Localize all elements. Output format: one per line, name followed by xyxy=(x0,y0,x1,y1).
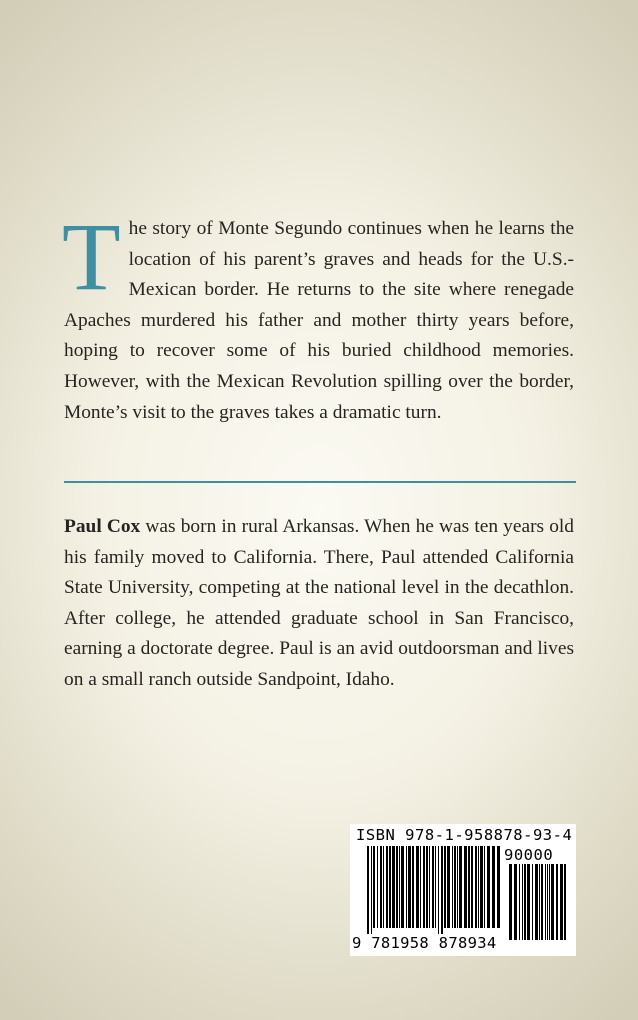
barcode-bar xyxy=(457,846,458,928)
barcode-bar xyxy=(452,846,453,928)
barcode-bar xyxy=(454,846,456,928)
barcode-bar xyxy=(484,846,485,928)
barcode-bar xyxy=(556,864,558,940)
barcode-bar xyxy=(386,846,388,928)
barcode-bar xyxy=(497,846,500,928)
barcode-bar xyxy=(416,846,419,928)
barcode-bar xyxy=(392,846,395,928)
barcode-bar xyxy=(471,846,473,928)
barcode-bar xyxy=(545,864,546,940)
barcode-bar xyxy=(478,846,479,928)
barcode-bar xyxy=(380,846,382,928)
barcode-bar xyxy=(539,864,540,940)
barcode-bar xyxy=(399,846,400,928)
barcode-bar xyxy=(509,864,512,940)
barcode-bar xyxy=(475,846,477,928)
barcode-bar xyxy=(412,846,414,928)
barcode-bar xyxy=(420,846,421,928)
barcode-bar xyxy=(383,846,384,928)
barcode-bar xyxy=(377,846,378,928)
barcode-bar xyxy=(408,846,411,928)
barcode-bar xyxy=(547,864,548,940)
barcode-bar xyxy=(527,864,530,940)
ean-bars xyxy=(367,846,503,936)
barcode-bar xyxy=(429,846,430,928)
barcode-bar xyxy=(519,864,520,940)
barcode-bar xyxy=(444,846,446,928)
author-name: Paul Cox xyxy=(64,516,141,537)
barcode-bar xyxy=(535,864,538,940)
barcode-bar xyxy=(441,846,443,934)
barcode-bar xyxy=(549,864,550,940)
barcode-bar xyxy=(468,846,470,928)
barcode-bar xyxy=(487,846,490,928)
barcode-bar xyxy=(541,864,543,940)
isbn-label: ISBN 978-1-958878-93-4 xyxy=(356,826,573,844)
author-bio xyxy=(64,512,574,696)
barcode-bar xyxy=(396,846,398,928)
barcode-bar xyxy=(447,846,450,928)
barcode-bar xyxy=(367,846,369,934)
divider-rule xyxy=(64,481,576,483)
bio-text: was born in rural Arkansas. When he was ten years old his family moved to California. There, Paul attended California State University, competing at the national level in the decathlon. After college, he attended graduate school in San Francisco, earning a doctorate degree. Paul is an avid outdoorsman and lives on a small ranch outside Sandpoint, Idaho. xyxy=(64,516,575,690)
barcode-bar xyxy=(522,864,523,940)
barcode-bar xyxy=(389,846,391,928)
ean-digits: 9 781958 878934 xyxy=(352,934,497,952)
barcode-bar xyxy=(532,864,533,940)
barcode-bar xyxy=(373,846,375,928)
barcode-bar xyxy=(464,846,467,928)
barcode-bar xyxy=(432,846,434,928)
barcode-bar xyxy=(401,846,404,928)
barcode-bar xyxy=(480,846,483,928)
barcode-bar xyxy=(551,864,554,940)
barcode-bar xyxy=(524,864,526,940)
barcode-bar xyxy=(514,864,517,940)
barcode-bar xyxy=(564,864,566,940)
isbn-barcode xyxy=(350,824,576,956)
barcode-bar xyxy=(406,846,407,928)
barcode-bar xyxy=(438,846,439,934)
barcode-bar xyxy=(459,846,462,928)
addon-bars xyxy=(509,864,567,946)
barcode-bar xyxy=(423,846,425,928)
barcode-bar xyxy=(560,864,563,940)
price-code: 90000 xyxy=(504,846,554,864)
barcode-bar xyxy=(426,846,428,928)
drop-cap: T xyxy=(62,203,121,310)
barcode-bar xyxy=(492,846,495,928)
blurb-text: he story of Monte Segundo continues when he learns the location of his parent’s graves and heads for the U.S.-Mexican border. He returns to the site where renegade Apaches murdered his father and mother thirty years before, hoping to recover some of his buried childhood memories. However, with the Mexican Revolution spilling over the border, Monte’s visit to the graves takes a dramatic turn. xyxy=(64,218,574,423)
barcode-bar xyxy=(435,846,436,928)
back-cover-blurb xyxy=(62,203,574,428)
barcode-bar xyxy=(371,846,372,934)
